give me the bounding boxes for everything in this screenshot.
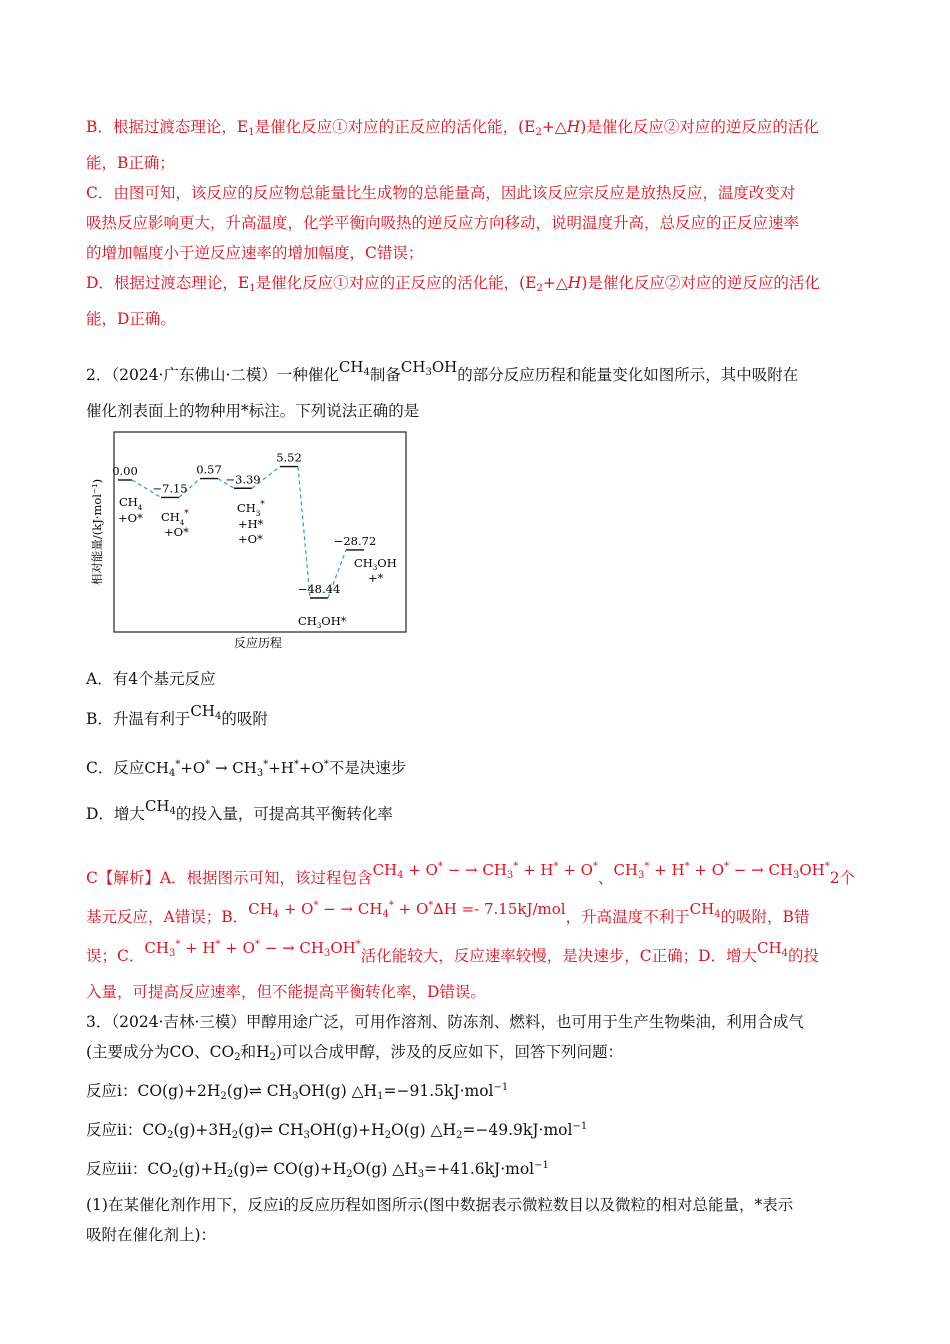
option-c[interactable]: C．反应$CH_4^*+O^* \to CH_3^*+H^*+O^*$不是决速步 [86,759,407,779]
question-3-stem: 3．（2024·吉林·三模）甲醇用途广泛，可用作溶剂、防冻剂、燃料，也可用于生产生物柴油，利用合成气 [86,1013,804,1031]
species-1-line1: $CH_4^*$ [161,509,189,527]
energy-value-label-3: −3.39 [225,472,261,487]
answer-2-line3: 误；C．$CH_3^* + H^* + O^*$ − → $CH_3OH^*$活化能较大，反应速率较慢，是决速步，C正确；D．增大$CH_4$的投 [86,939,819,965]
energy-value-label-0: 0.00 [112,464,138,478]
species-3-line1: $CH_3^*$ [237,500,265,518]
reaction-2: 反应ⅱ：$CO_2(g)+3H_2(g)\rightleftharpoons$ $CH_3OH(g)+H_2O(g)$ $\triangle H_2=-49.9kJ\cdot mol^{-1}$ [86,1121,588,1141]
answer-2-line4: 入量，可提高反应速率，但不能提高平衡转化率，D错误。 [86,983,486,1001]
answer-line-b: B．根据过渡态理论，$E_1$是催化反应①对应的正反应的活化能，$(E_2+\triangle H)$是催化反应②对应的逆反应的活化 [86,118,819,138]
answer-line-d: D．根据过渡态理论，$E_1$是催化反应①对应的正反应的活化能，$(E_2+\triangle H)$是催化反应②对应的逆反应的活化 [86,274,820,294]
answer-line-d-cont: 能，D正确。 [86,310,176,328]
answer-line-b-cont: 能，B正确； [86,154,175,172]
answer-2 [86,860,864,1007]
energy-value-label-1: −7.15 [152,481,188,496]
option-b[interactable]: B．升温有利于$CH_4$的吸附 [86,702,268,728]
species-6-line1: $CH_3OH$ [354,556,397,572]
energy-connector-5 [298,467,310,598]
energy-value-label-4: 5.52 [276,450,302,465]
reaction-3: 反应ⅲ：$CO_2(g)+H_2(g)\rightleftharpoons$ $CO(g)+H_2O(g)$ $\triangle H_3=+41.6kJ\cdot mol^{-1}$ [86,1160,549,1180]
species-0-line1: $CH_4$ [119,495,143,512]
question-3-part1: (1)在某催化剂作用下，反应ⅰ的反应历程如图所示(图中数据表示微粒数目以及微粒的相对总能量，*表示 [86,1196,794,1214]
energy-profile-figure [88,428,408,653]
answer-line-c2: 吸热反应影响更大，升高温度，化学平衡向吸热的逆反应方向移动，说明温度升高，总反应的正反应速率 [86,214,800,232]
reaction-1: 反应ⅰ：$CO(g)+2H_2(g)\rightleftharpoons$ $CH_3OH(g)$ $\triangle H_1=-91.5kJ\cdot mol^{-1}$ [86,1082,509,1102]
species-3-line3: +O* [238,532,263,546]
x-axis-label: 反应历程 [233,636,283,650]
answer-2-line1: C【解析】A．根据图示可知，该过程包含$CH_4 + O^*$ − → $CH_3^* + H^* + O^*$、$CH_3^* + H^* + O^*$ − → $CH_3OH^*2$个 [86,861,856,887]
answer-line-c3: 的增加幅度小于逆反应速率的增加幅度，C错误； [86,244,424,262]
energy-value-label-2: 0.57 [196,462,222,477]
document-page [86,112,864,1250]
energy-value-label-5: −48.44 [297,582,341,596]
question-2-stem: 2．（2024·广东佛山·二模）一种催化$CH_4$制备$CH_3OH$的部分反应历程和能量变化如图所示，其中吸附在 [86,358,799,384]
option-a[interactable]: A．有4个基元反应 [86,670,216,688]
question-2-stem-cont: 催化剂表面上的物种用*标注。下列说法正确的是 [86,402,420,420]
species-labels [118,495,397,630]
answer-2-line2: 基元反应，A错误；B．$CH_4 + O^*$ − → $CH_4^* + O^*\Delta H =- 7.15kJ/mol$，升高温度不利于$CH_4$的吸附，B错 [86,900,810,926]
energy-chart [88,428,408,653]
answer-line-c1: C．由图可知，该反应的反应物总能量比生成物的总能量高，因此该反应宗反应是放热反应，温度改变对 [86,184,796,202]
question-3-part1-cont: 吸附在催化剂上)： [86,1226,217,1244]
species-6-line2: +* [368,571,384,585]
y-axis-label: 相对能量/(kJ·mol⁻¹) [90,478,104,586]
option-d[interactable]: D．增大$CH_4$的投入量，可提高其平衡转化率 [86,797,393,823]
species-1-line2: +O* [164,525,189,539]
species-3-line2: +H* [238,517,264,531]
species-5: $CH_3OH*$ [298,614,347,630]
previous-answer [86,112,864,334]
species-0-line2: +O* [118,511,143,525]
energy-value-label-6: −28.72 [333,533,377,548]
question-3-stem-cont: (主要成分为CO、$CO_2$和$H_2$)可以合成甲醇，涉及的反应如下，回答下列问题： [86,1043,624,1063]
